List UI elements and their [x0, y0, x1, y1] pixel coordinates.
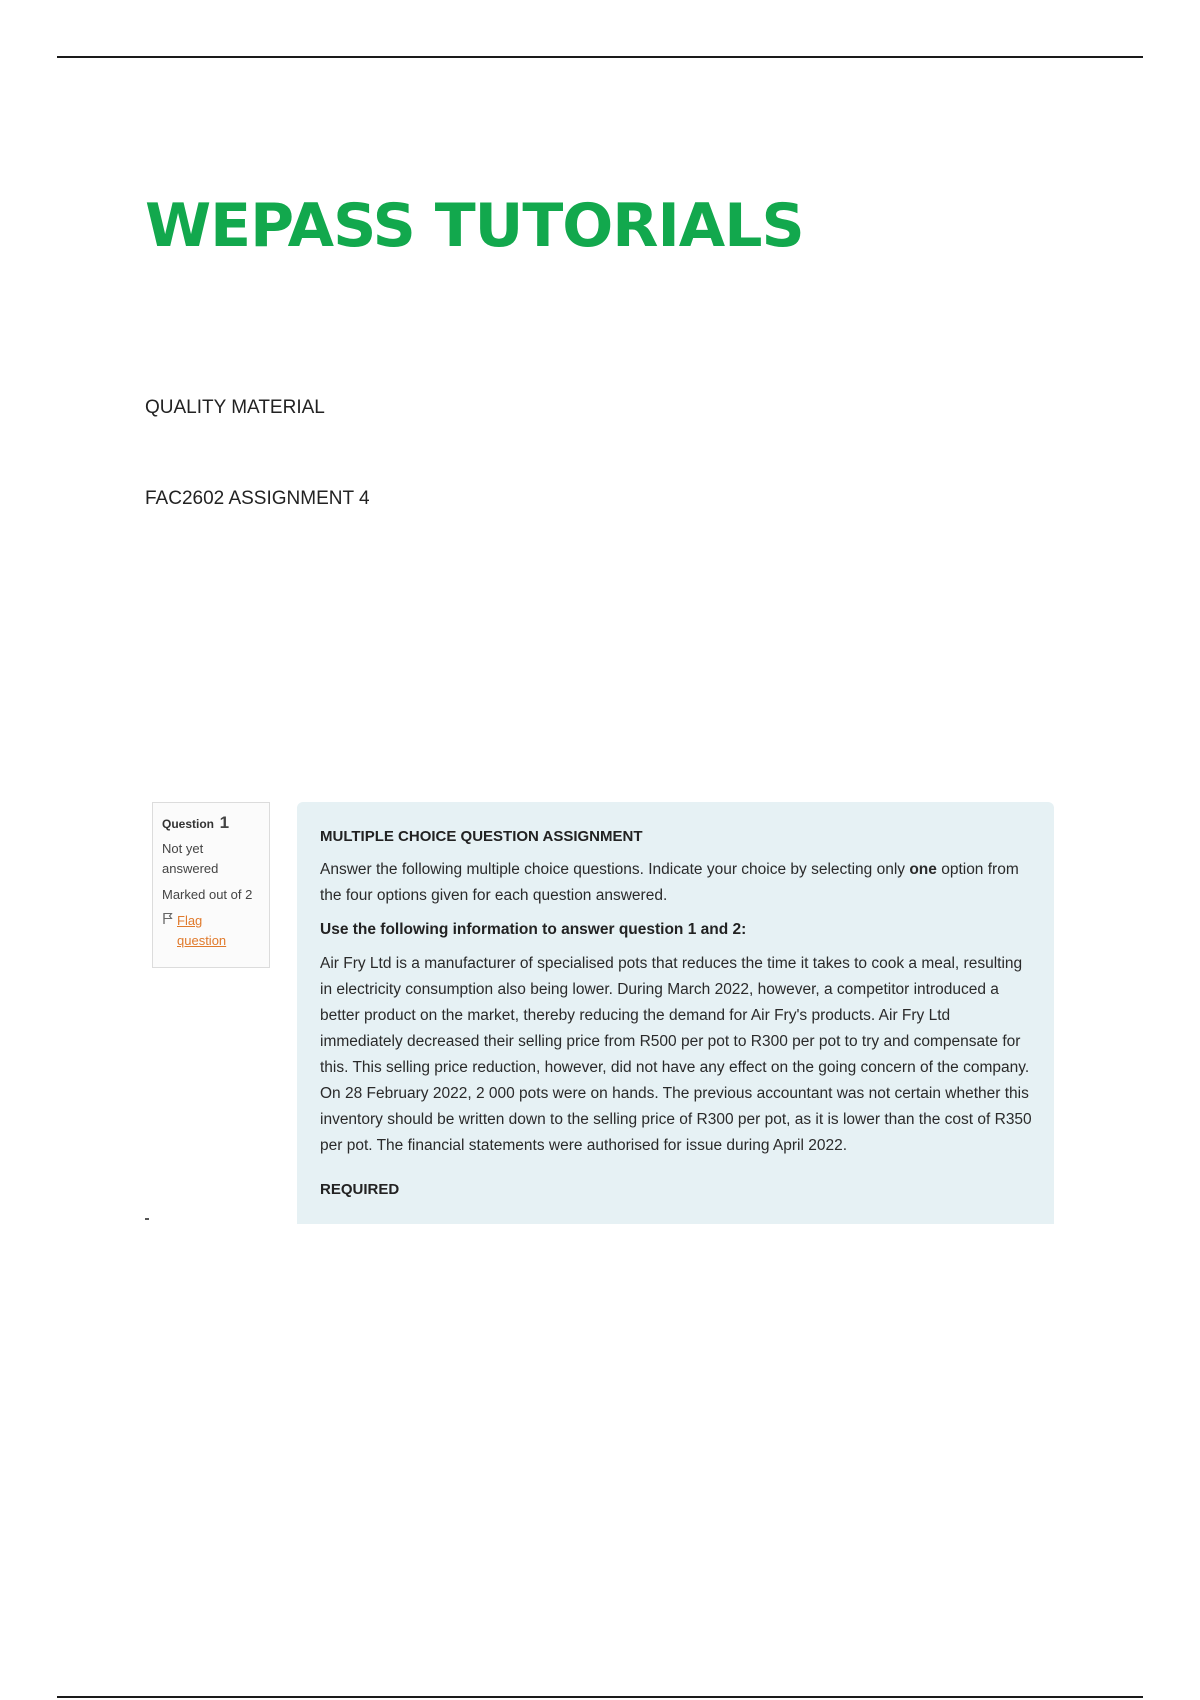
scenario-text: Air Fry Ltd is a manufacturer of specialised pots that reduces the time it takes to cook a meal, resulting in electricity consumption also being lower. During March 2022, however, a competitor introduced a better product on the market, thereby reducing the demand for Air Fry's products. Air Fry Ltd immediately decreased their selling price from R500 per pot to R300 per pot to try and compensate for this. This selling price reduction, however, did not have any effect on the going concern of the company. On 28 February 2022, 2 000 pots were on hands. The previous accountant was not certain whether this inventory should be written down to the selling price of R300 per pot, as it is lower than the cost of R350 per pot. The financial statements were authorised for issue during April 2022.: [320, 955, 1032, 1154]
instruction-post: option from the four options given for each question answered.: [320, 861, 1019, 904]
assignment-title: FAC2602 ASSIGNMENT 4: [145, 488, 370, 509]
question-info-card: [152, 802, 270, 968]
question-state-line1: Not yet: [162, 841, 204, 856]
flag-icon[interactable]: [162, 911, 173, 931]
question-marks: Marked out of 2: [162, 887, 253, 902]
question-heading: [162, 813, 260, 833]
question-state-line2: answered: [162, 861, 219, 876]
question-state: [162, 839, 260, 879]
required-heading: REQUIRED: [320, 1181, 400, 1198]
question-panel: [297, 802, 1054, 1224]
bottom-rule: [57, 1696, 1143, 1698]
instruction-text: [320, 857, 1032, 909]
flag-text-line2[interactable]: question: [177, 933, 227, 948]
quality-material-label: QUALITY MATERIAL: [145, 397, 325, 418]
stray-mark: [145, 1218, 149, 1220]
use-info-heading: Use the following information to answer question 1 and 2:: [320, 921, 747, 938]
panel-title: MULTIPLE CHOICE QUESTION ASSIGNMENT: [320, 828, 643, 845]
question-number: 1: [219, 813, 230, 832]
top-rule: [57, 56, 1143, 58]
instruction-bold: one: [909, 861, 937, 878]
brand-title: WEPASS TUTORIALS: [145, 191, 804, 261]
instruction-pre: Answer the following multiple choice questions. Indicate your choice by selecting only: [320, 861, 910, 878]
flag-text-line1[interactable]: Flag: [177, 913, 203, 928]
flag-question-link[interactable]: [162, 911, 260, 951]
question-label: Question: [162, 817, 215, 831]
flag-question-text[interactable]: [177, 911, 237, 951]
